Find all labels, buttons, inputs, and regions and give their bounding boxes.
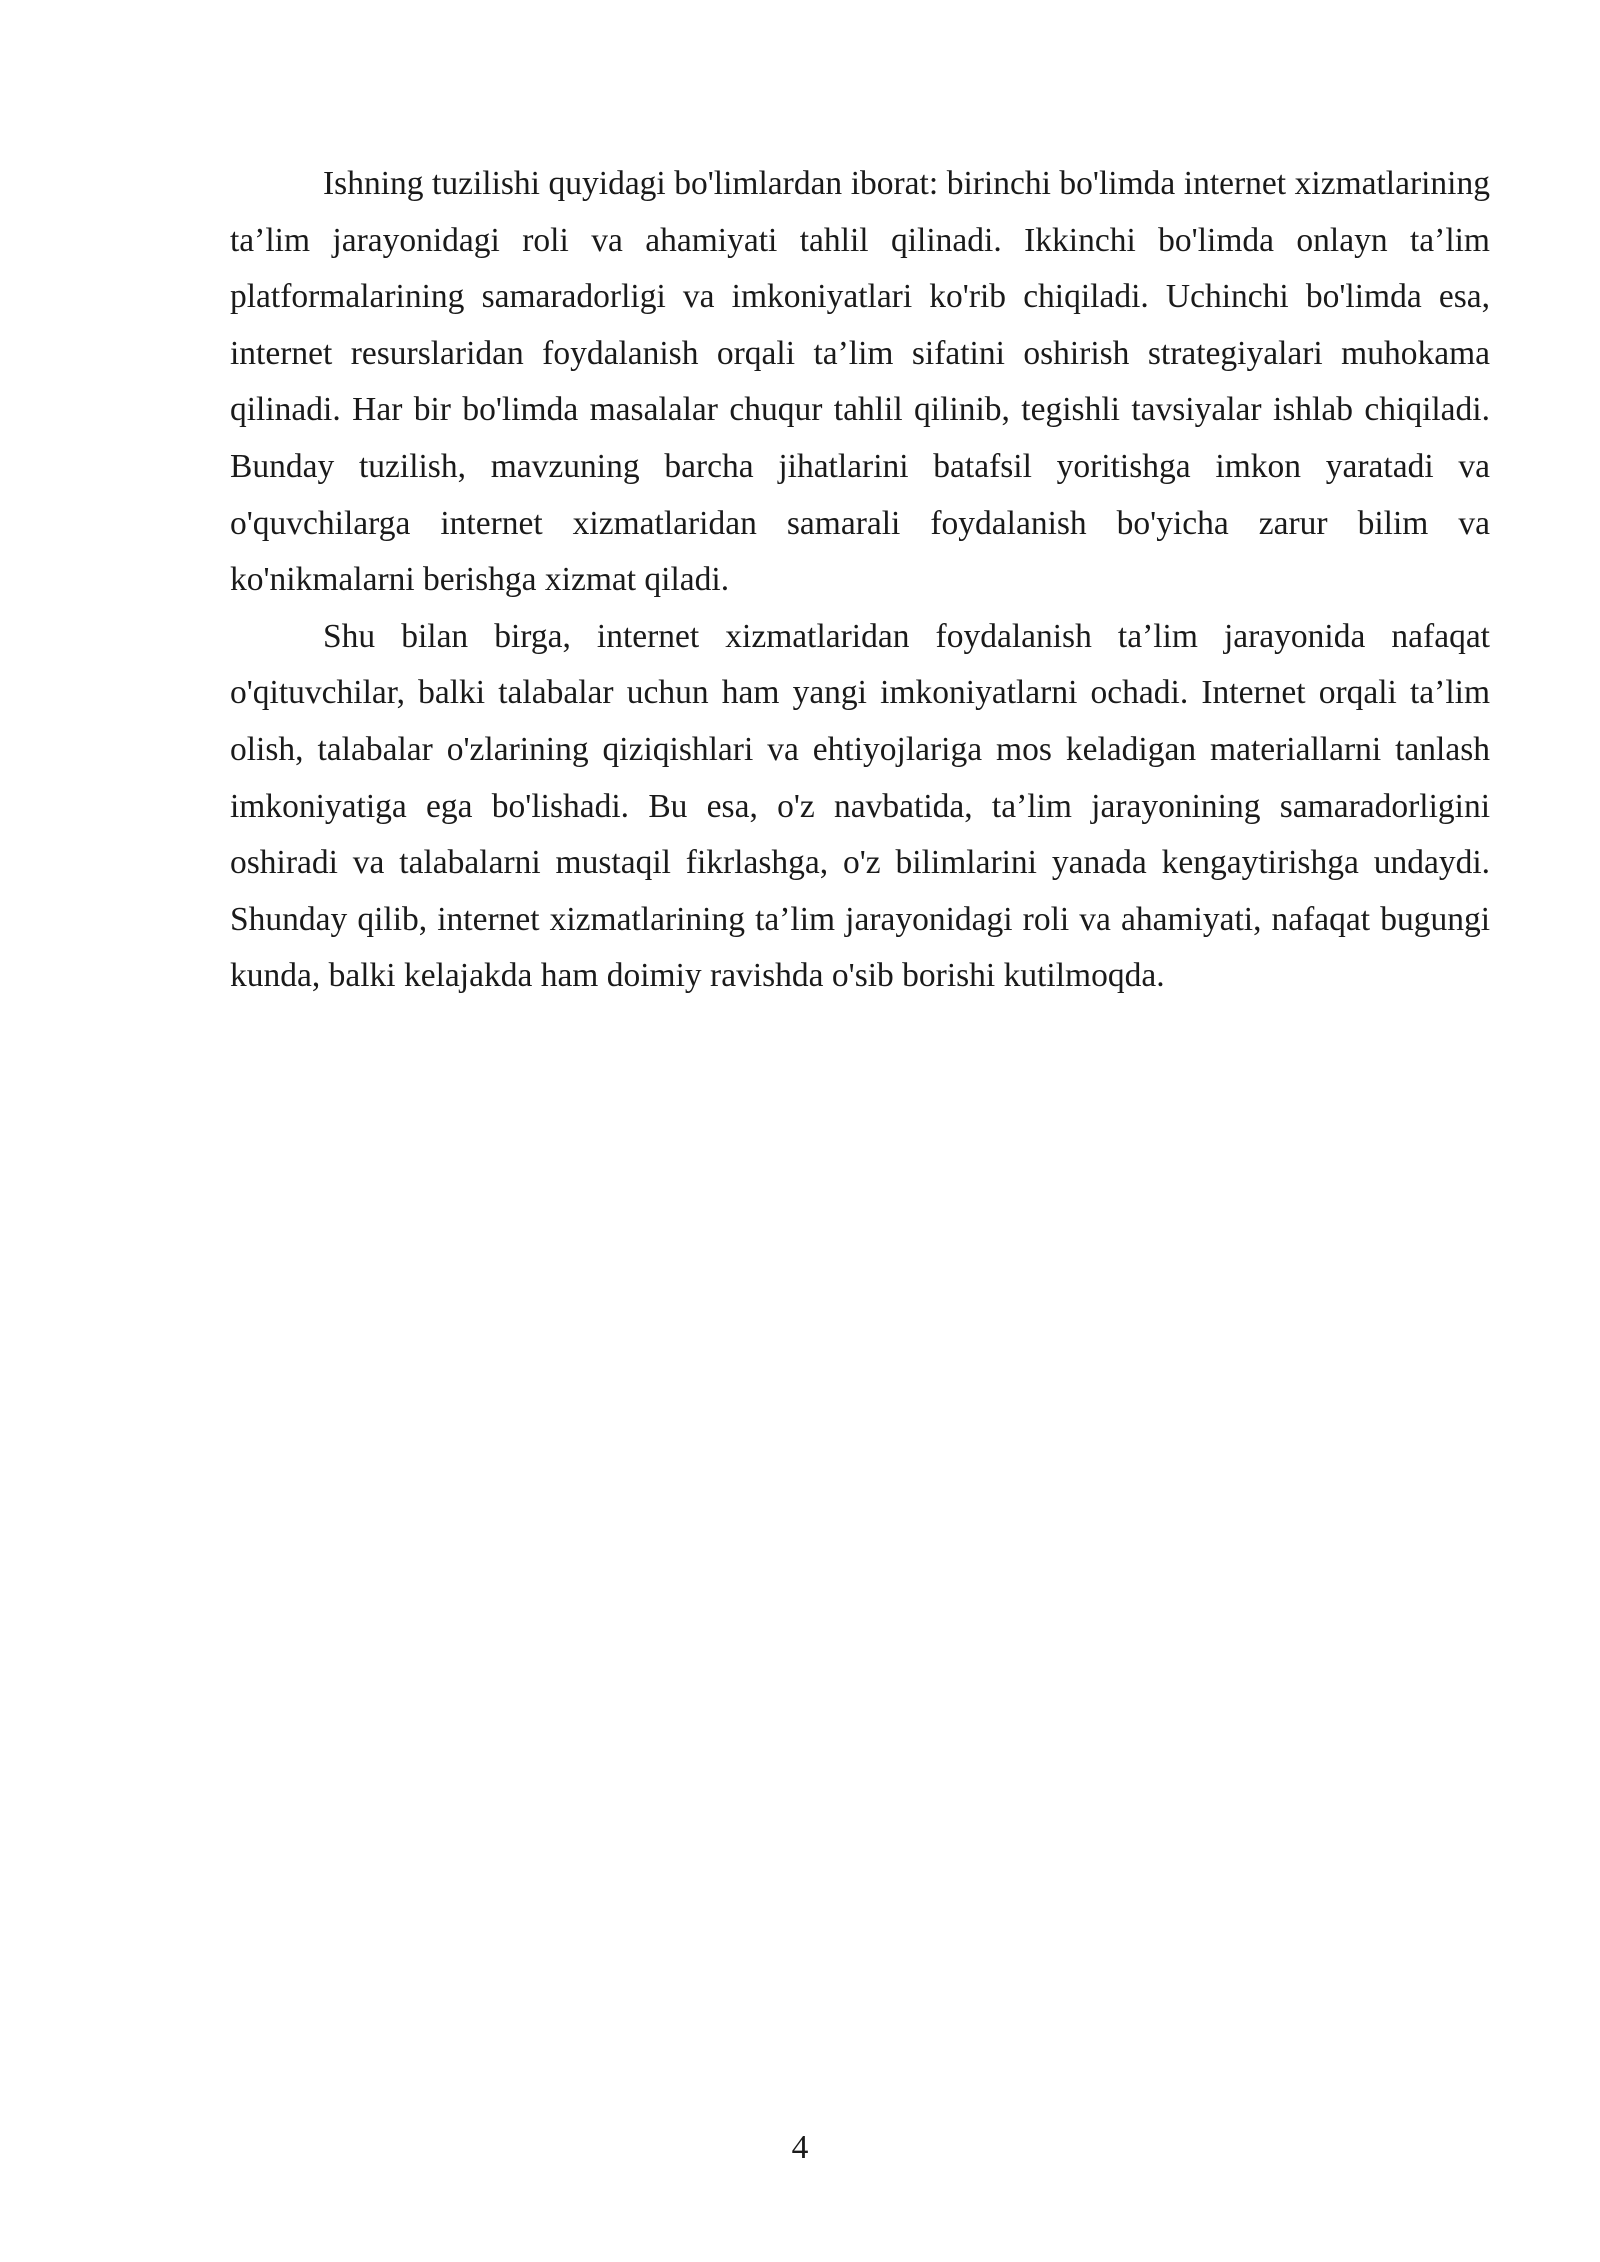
page-number: 4: [791, 2129, 809, 2166]
page-body: [230, 156, 1490, 1005]
paragraph-opportunities: Shu bilan birga, internet xizmatlaridan foydalanish ta’lim jarayonida nafaqat o'qituvchilar, balki talabalar uchun ham yangi imkoniyatlarni ochadi. Internet orqali ta’lim olish, talabalar o'zlarining qiziqishlari va ehtiyojlariga mos keladigan materiallarni tanlash imkoniyatiga ega bo'lishadi. Bu esa, o'z navbatida, ta’lim jarayonining samaradorligini oshiradi va talabalarni mustaqil fikrlashga, o'z bilimlarini yanada kengaytirishga undaydi. Shunday qilib, internet xizmatlarining ta’lim jarayonidagi roli va ahamiyati, nafaqat bugungi kunda, balki kelajakda ham doimiy ravishda o'sib borishi kutilmoqda.: [230, 617, 1490, 995]
paragraph-structure: Ishning tuzilishi quyidagi bo'limlardan iborat: birinchi bo'limda internet xizmatlarining ta’lim jarayonidagi roli va ahamiyati tahlil qilinadi. Ikkinchi bo'limda onlayn ta’lim platformalarining samaradorligi va imkoniyatlari ko'rib chiqiladi. Uchinchi bo'limda esa, internet resurslaridan foydalanish orqali ta’lim sifatini oshirish strategiyalari muhokama qilinadi. Har bir bo'limda masalalar chuqur tahlil qilinib, tegishli tavsiyalar ishlab chiqiladi. Bunday tuzilish, mavzuning barcha jihatlarini batafsil yoritishga imkon yaratadi va o'quvchilarga internet xizmatlaridan samarali foydalanish bo'yicha zarur bilim va ko'nikmalarni berishga xizmat qiladi.: [230, 165, 1490, 599]
